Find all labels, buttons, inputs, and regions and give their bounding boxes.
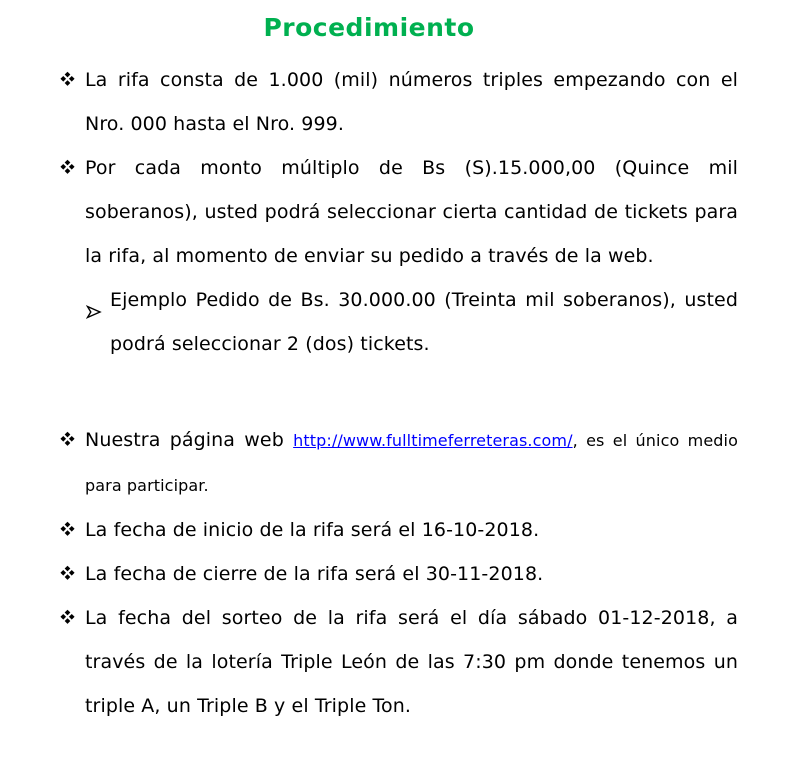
list-item bbox=[0, 418, 738, 508]
list-item-text: La fecha del sorteo de la rifa será el día sábado 01-12-2018, a través de la lotería Triple León de las 7:30 pm donde tenemos un triple A, un Triple B y el Triple Ton. bbox=[85, 607, 738, 717]
list-item-text: Ejemplo Pedido de Bs. 30.000.00 (Treinta mil soberanos), usted podrá seleccionar 2 (dos) tickets. bbox=[110, 289, 738, 355]
list-item-text: La fecha de cierre de la rifa será el 30-11-2018. bbox=[85, 563, 544, 585]
diamond-bullet-icon bbox=[62, 612, 74, 624]
diamond-bullet-icon bbox=[62, 434, 74, 446]
list-item bbox=[0, 596, 738, 728]
diamond-bullet-icon bbox=[62, 568, 74, 580]
list-item bbox=[0, 508, 738, 552]
bullet-list bbox=[0, 58, 738, 728]
diamond-bullet-icon bbox=[62, 162, 74, 174]
list-item-text bbox=[85, 429, 738, 496]
page-title: Procedimiento bbox=[263, 13, 475, 42]
arrow-bullet-icon bbox=[86, 292, 102, 308]
list-item bbox=[0, 58, 738, 146]
list-item-text: La rifa consta de 1.000 (mil) números triples empezando con el Nro. 000 hasta el Nro. 999. bbox=[85, 69, 738, 135]
blank-line bbox=[0, 366, 738, 418]
list-item bbox=[0, 552, 738, 596]
list-item-text: Por cada monto múltiplo de Bs (S).15.000,00 (Quince mil soberanos), usted podrá seleccionar cierta cantidad de tickets para la rifa, al momento de enviar su pedido a través de la web. bbox=[85, 157, 738, 267]
text-after-link: , es el único medio para participar. bbox=[85, 431, 738, 495]
list-item bbox=[0, 278, 738, 366]
text-before-link: Nuestra página web bbox=[85, 429, 294, 451]
list-item-text: La fecha de inicio de la rifa será el 16-10-2018. bbox=[85, 519, 540, 541]
website-link[interactable]: http://www.fulltimeferreteras.com/ bbox=[293, 431, 573, 450]
list-item bbox=[0, 146, 738, 278]
diamond-bullet-icon bbox=[62, 74, 74, 86]
diamond-bullet-icon bbox=[62, 524, 74, 536]
